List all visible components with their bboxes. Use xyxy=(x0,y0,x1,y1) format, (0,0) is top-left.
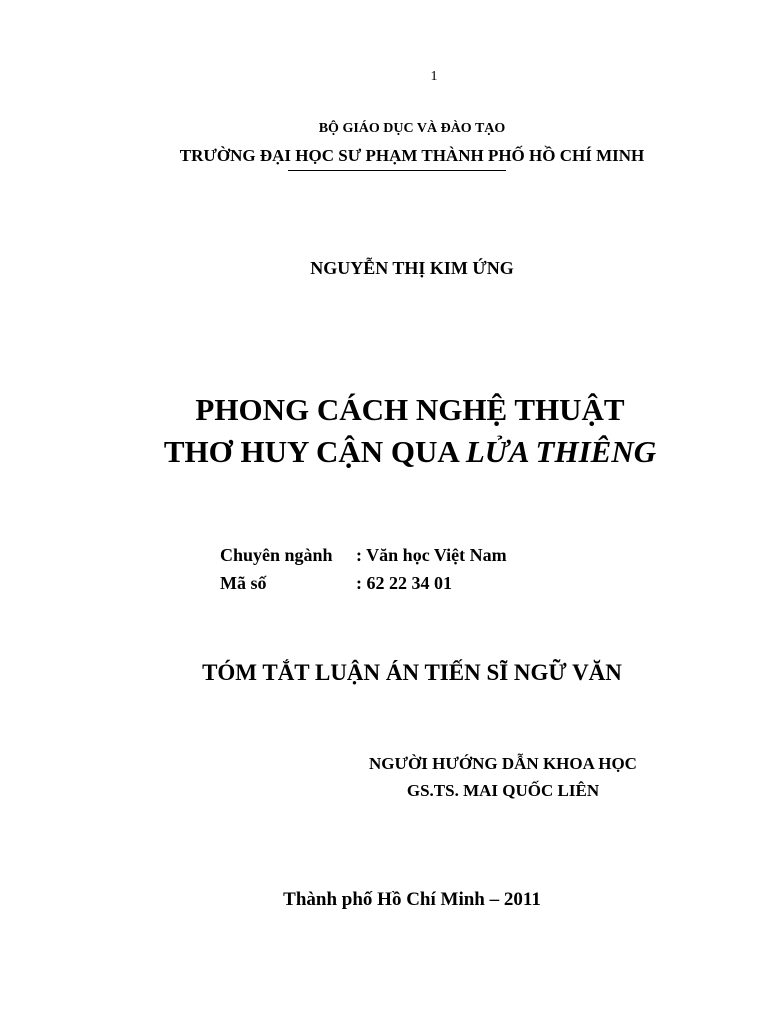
thesis-title-line-2 xyxy=(26,434,768,470)
major-label: Chuyên ngành xyxy=(220,545,333,565)
code-row xyxy=(220,573,452,594)
heading-underline-divider xyxy=(288,170,506,171)
place-and-year: Thành phố Hồ Chí Minh – 2011 xyxy=(283,889,541,910)
author-name: NGUYỄN THỊ KIM ỨNG xyxy=(310,258,514,278)
advisor-label: NGƯỜI HƯỚNG DẪN KHOA HỌC xyxy=(369,754,637,773)
thesis-title-line-2-prefix: THƠ HUY CẬN QUA xyxy=(163,434,466,469)
major-row xyxy=(220,545,507,566)
page-number: 1 xyxy=(430,69,438,84)
thesis-title-line-2-italic: LỬA THIÊNG xyxy=(465,434,657,469)
code-label: Mã số xyxy=(220,573,267,593)
advisor-name: GS.TS. MAI QUỐC LIÊN xyxy=(406,781,600,800)
major-value: : Văn học Việt Nam xyxy=(356,545,507,565)
university-heading: TRƯỜNG ĐẠI HỌC SƯ PHẠM THÀNH PHỐ HỒ CHÍ MINH xyxy=(179,146,645,165)
ministry-heading: BỘ GIÁO DỤC VÀ ĐÀO TẠO xyxy=(318,121,506,136)
code-value: : 62 22 34 01 xyxy=(356,573,452,593)
thesis-title-line-1: PHONG CÁCH NGHỆ THUẬT xyxy=(195,392,625,427)
summary-heading: TÓM TẮT LUẬN ÁN TIẾN SĨ NGỮ VĂN xyxy=(202,660,622,685)
